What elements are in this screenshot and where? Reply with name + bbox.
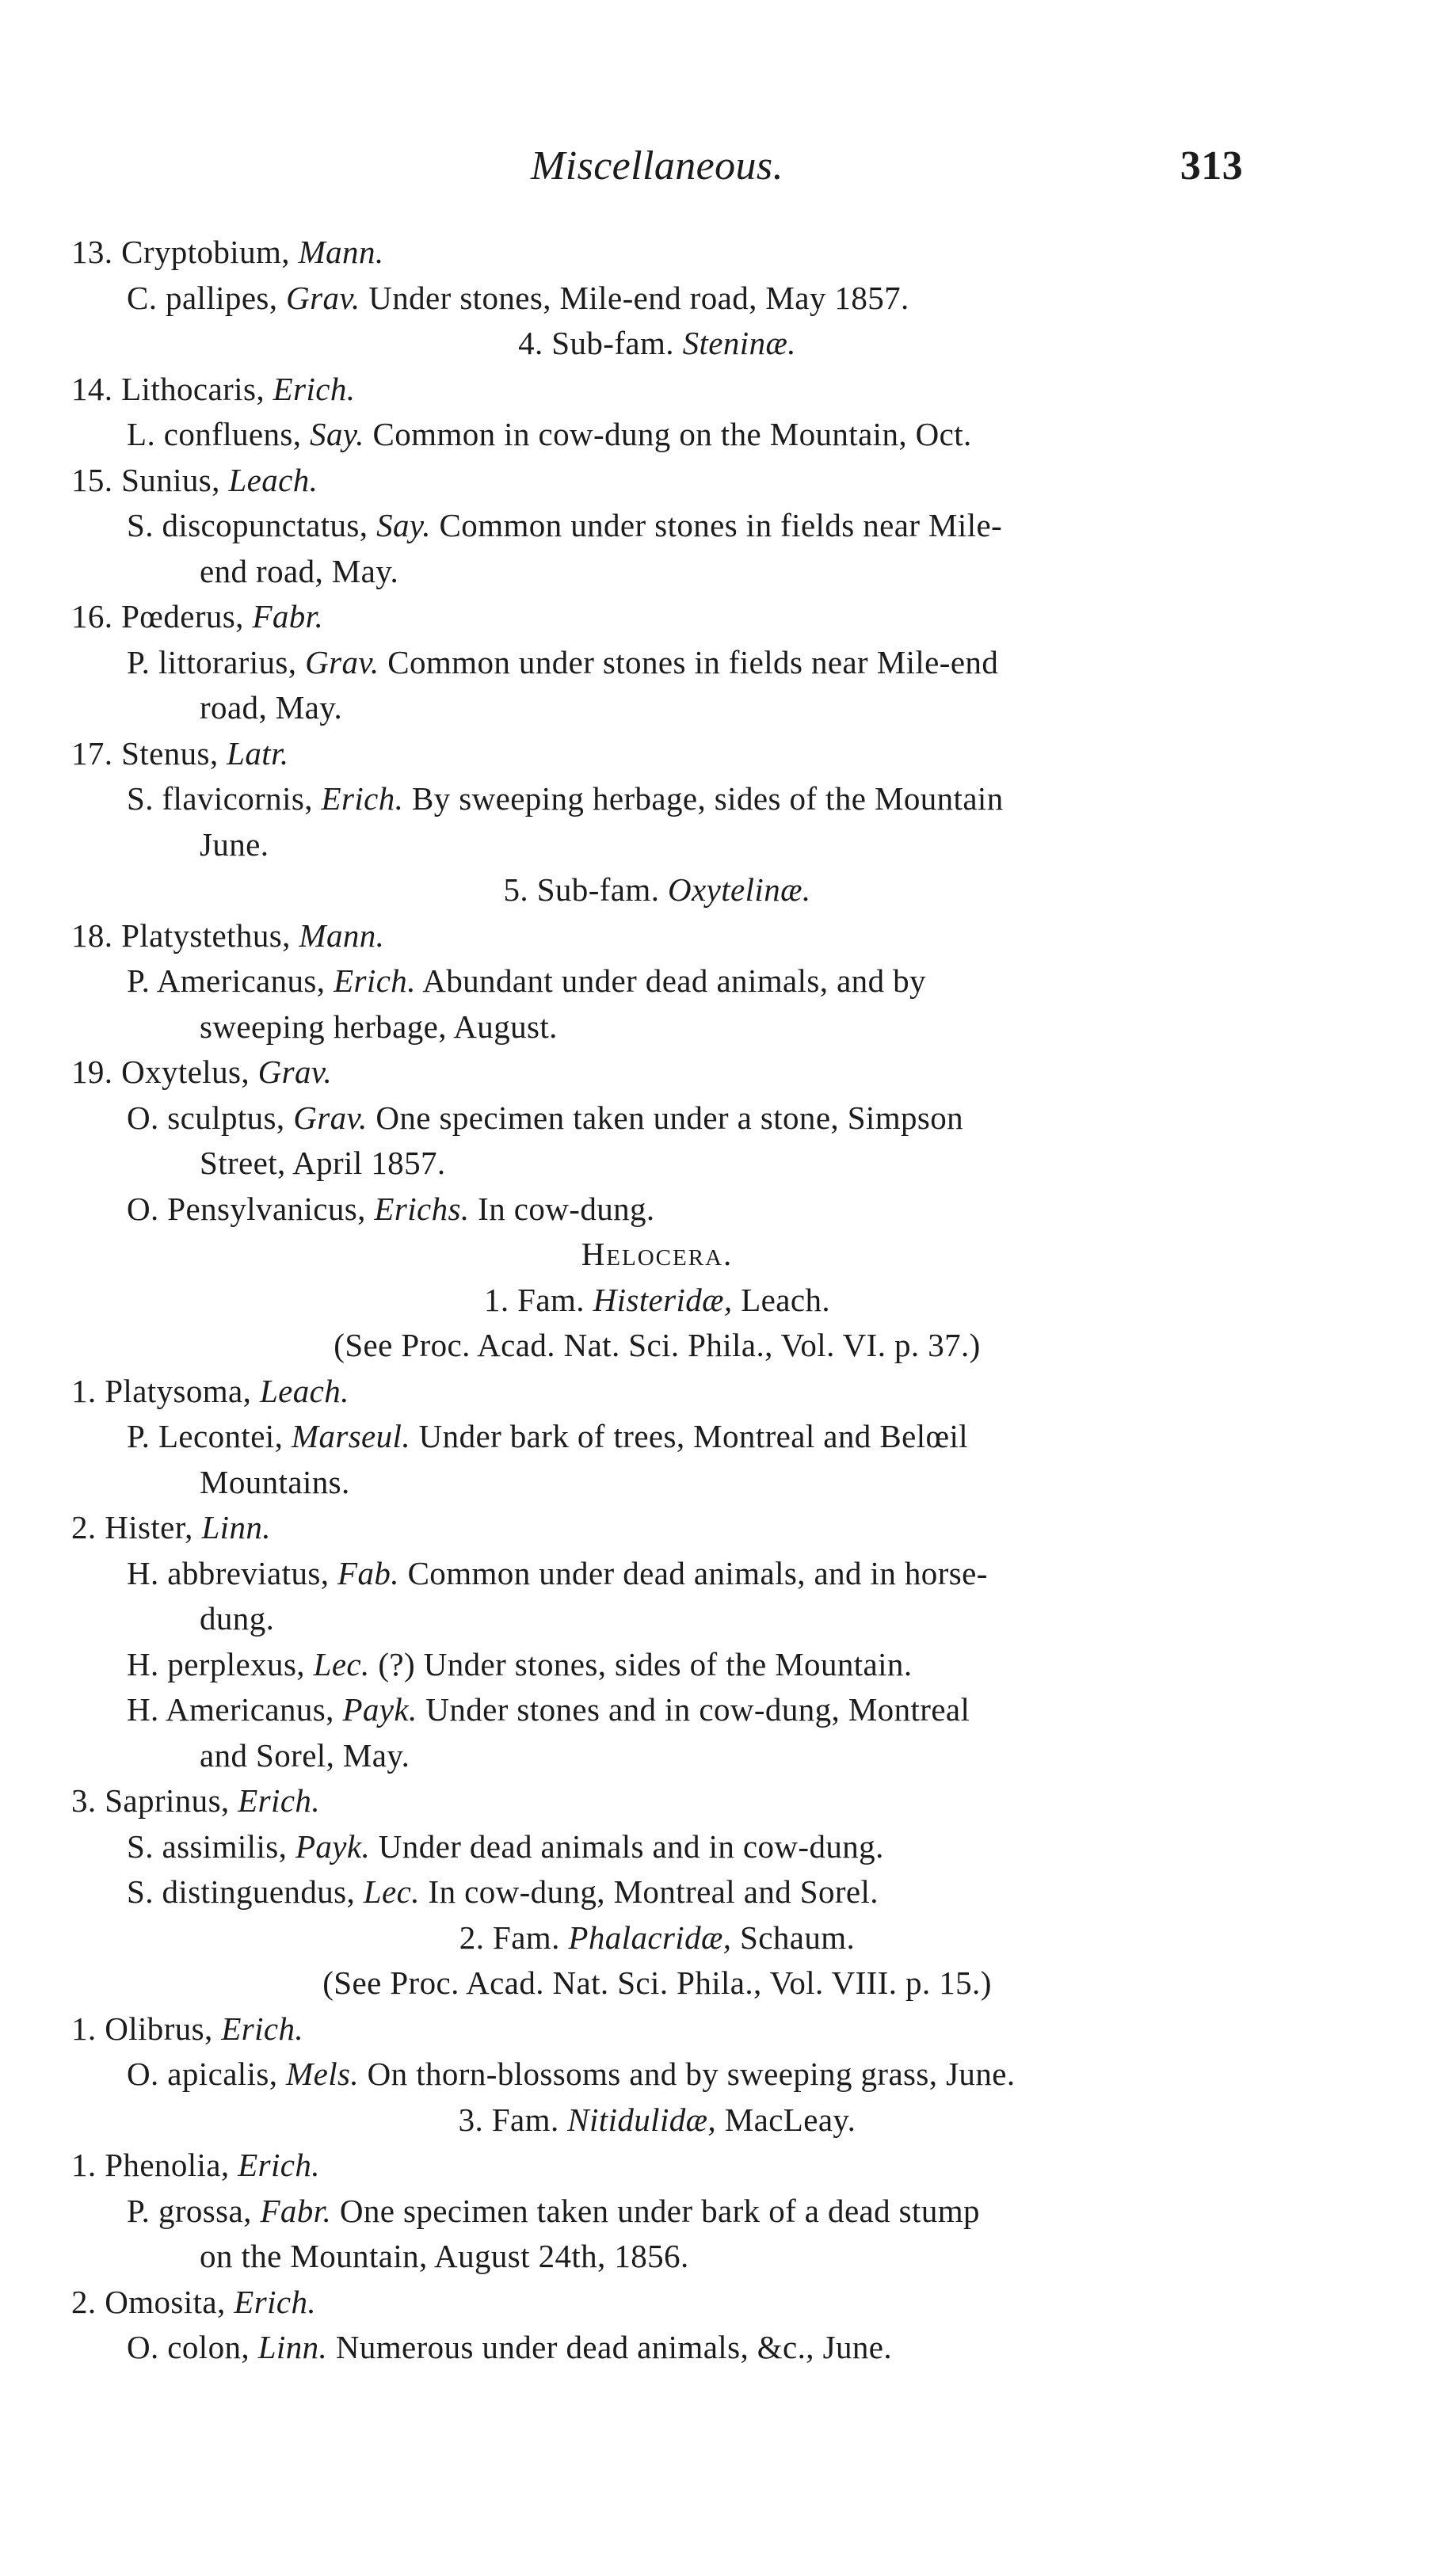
- running-title: Miscellaneous.: [531, 143, 783, 189]
- genus-entry: [71, 1778, 1243, 1824]
- species-name: P. grossa,: [127, 2192, 252, 2229]
- species-note: One specimen taken under a stone, Simpson: [375, 1099, 964, 1136]
- species-note: One specimen taken under bark of a dead stump: [339, 2192, 980, 2229]
- genus-number: 1.: [71, 2147, 97, 2183]
- species-name: O. Pensylvanicus,: [127, 1190, 366, 1227]
- genus-number: 15.: [71, 461, 113, 498]
- genus-entry: [71, 731, 1243, 777]
- species-name: O. sculptus,: [127, 1099, 285, 1136]
- family-name: Nitidulidæ,: [567, 2101, 717, 2138]
- species-name: H. Americanus,: [127, 1691, 334, 1728]
- genus-entry: [71, 367, 1243, 413]
- genus-name: Sunius,: [121, 461, 220, 498]
- continuation-line: [71, 1141, 1243, 1187]
- species-authority: Say.: [310, 416, 364, 452]
- genus-authority: Mann.: [298, 234, 384, 270]
- species-entry: [71, 1642, 1243, 1688]
- continuation-line: [71, 1596, 1243, 1642]
- genus-number: 1.: [71, 1372, 97, 1409]
- species-entry: [71, 412, 1243, 458]
- genus-entry: [71, 458, 1243, 504]
- species-note: Under bark of trees, Montreal and Belœil: [418, 1418, 969, 1454]
- species-entry: [71, 958, 1243, 1004]
- species-authority: Erich.: [334, 962, 416, 999]
- species-name: C. pallipes,: [127, 279, 278, 316]
- genus-name: Phenolia,: [105, 2147, 230, 2183]
- page-header: [71, 143, 1243, 222]
- species-entry: [71, 2325, 1243, 2371]
- genus-name: Saprinus,: [105, 1782, 230, 1819]
- genus-name: Platysoma,: [105, 1372, 252, 1409]
- genus-number: 19.: [71, 1054, 113, 1090]
- species-entry: [71, 1869, 1243, 1915]
- species-entry: [71, 1414, 1243, 1460]
- family-name: Histeridæ,: [593, 1281, 733, 1318]
- species-authority: Mels.: [286, 2056, 359, 2092]
- genus-authority: Latr.: [227, 734, 289, 772]
- continuation-text: dung.: [200, 1600, 275, 1637]
- species-authority: Marseul.: [291, 1418, 410, 1454]
- reference-text: (See Proc. Acad. Nat. Sci. Phila., Vol. VIII. p. 15.): [322, 1964, 992, 2001]
- species-entry: [71, 1824, 1243, 1870]
- genus-name: Platystethus,: [121, 916, 291, 954]
- continuation-line: [71, 2234, 1243, 2280]
- species-name: O. colon,: [127, 2329, 250, 2365]
- genus-authority: Fabr.: [252, 598, 324, 634]
- continuation-line: [71, 822, 1243, 868]
- subfamily-label: 5. Sub-fam.: [503, 871, 660, 908]
- continuation-text: June.: [200, 825, 269, 863]
- genus-number: 2.: [71, 2283, 97, 2320]
- species-name: S. assimilis,: [127, 1827, 288, 1865]
- species-authority: Linn.: [257, 2329, 328, 2365]
- genus-entry: [71, 594, 1243, 640]
- species-note: Common in cow-dung on the Mountain, Oct.: [372, 416, 972, 452]
- section-title: Helocera.: [581, 1236, 734, 1272]
- species-entry: [71, 1187, 1243, 1233]
- family-label: 1. Fam.: [483, 1281, 585, 1318]
- species-name: S. discopunctatus,: [127, 507, 368, 543]
- species-name: H. perplexus,: [127, 1645, 305, 1682]
- species-authority: Lec.: [313, 1645, 370, 1682]
- reference-line: [71, 1323, 1243, 1369]
- genus-name: Olibrus,: [105, 2010, 213, 2047]
- subfamily-name: Steninæ.: [682, 325, 796, 361]
- species-name: S. flavicornis,: [127, 780, 313, 817]
- species-entry: [71, 640, 1243, 686]
- continuation-line: [71, 685, 1243, 731]
- family-authority: MacLeay.: [724, 2101, 856, 2138]
- species-entry: [71, 503, 1243, 549]
- family-label: 2. Fam.: [459, 1919, 560, 1956]
- page-number: 313: [1180, 143, 1243, 189]
- genus-number: 13.: [71, 234, 113, 270]
- family-name: Phalacridæ,: [568, 1919, 732, 1956]
- genus-entry: [71, 1050, 1243, 1096]
- reference-line: [71, 1961, 1243, 2006]
- species-authority: Grav.: [293, 1099, 368, 1136]
- genus-name: Pœderus,: [121, 598, 244, 634]
- genus-number: 2.: [71, 1509, 97, 1545]
- species-authority: Payk.: [342, 1691, 417, 1728]
- continuation-line: [71, 1733, 1243, 1779]
- continuation-text: Mountains.: [200, 1463, 350, 1500]
- species-entry: [71, 1551, 1243, 1597]
- species-entry: [71, 2052, 1243, 2098]
- species-entry: [71, 2189, 1243, 2235]
- genus-name: Cryptobium,: [121, 234, 290, 270]
- genus-authority: Erich.: [234, 2283, 317, 2320]
- continuation-text: Street, April 1857.: [200, 1145, 446, 1181]
- species-note: Under dead animals and in cow-dung.: [378, 1827, 884, 1865]
- species-name: S. distinguendus,: [127, 1873, 356, 1910]
- genus-name: Oxytelus,: [121, 1054, 250, 1090]
- species-note: In cow-dung.: [478, 1190, 655, 1227]
- genus-name: Lithocaris,: [121, 370, 265, 407]
- species-note: (?) Under stones, sides of the Mountain.: [378, 1645, 913, 1682]
- genus-name: Stenus,: [121, 734, 219, 772]
- genus-authority: Erich.: [238, 2147, 320, 2183]
- species-authority: Grav.: [305, 643, 379, 680]
- species-note: On thorn-blossoms and by sweeping grass, June.: [367, 2056, 1016, 2092]
- species-note: In cow-dung, Montreal and Sorel.: [428, 1873, 879, 1910]
- species-authority: Say.: [376, 507, 431, 543]
- genus-authority: Erich.: [238, 1782, 320, 1819]
- family-heading: [71, 1278, 1243, 1324]
- genus-authority: Erich.: [273, 370, 356, 407]
- family-authority: Leach.: [741, 1281, 831, 1318]
- species-name: O. apicalis,: [127, 2056, 278, 2092]
- species-authority: Fabr.: [260, 2192, 332, 2229]
- family-label: 3. Fam.: [458, 2101, 559, 2138]
- species-authority: Fab.: [337, 1554, 399, 1591]
- species-entry: [71, 1096, 1243, 1141]
- subfamily-heading: [71, 867, 1243, 913]
- subfamily-label: 4. Sub-fam.: [518, 325, 674, 361]
- species-name: H. abbreviatus,: [127, 1554, 330, 1591]
- species-list: [71, 230, 1243, 2371]
- genus-number: 17.: [71, 734, 113, 772]
- species-authority: Grav.: [286, 279, 360, 316]
- genus-entry: [71, 2143, 1243, 2189]
- genus-authority: Leach.: [228, 461, 318, 498]
- species-note: Common under dead animals, and in horse-: [407, 1554, 988, 1591]
- genus-number: 18.: [71, 916, 113, 954]
- continuation-text: on the Mountain, August 24th, 1856.: [200, 2238, 689, 2274]
- species-note: Numerous under dead animals, &c., June.: [335, 2329, 892, 2365]
- species-authority: Payk.: [295, 1827, 371, 1865]
- species-authority: Lec.: [363, 1873, 420, 1910]
- genus-entry: [71, 230, 1243, 276]
- genus-authority: Mann.: [299, 916, 385, 954]
- species-name: L. confluens,: [127, 416, 302, 452]
- genus-number: 14.: [71, 370, 113, 407]
- genus-entry: [71, 913, 1243, 959]
- family-authority: Schaum.: [740, 1919, 856, 1956]
- species-authority: Erich.: [321, 780, 404, 817]
- section-heading: [71, 1232, 1243, 1278]
- species-note: Common under stones in fields near Mile-: [439, 507, 1003, 543]
- continuation-line: [71, 1460, 1243, 1506]
- continuation-text: road, May.: [200, 689, 343, 726]
- species-name: P. littorarius,: [127, 643, 297, 680]
- continuation-line: [71, 1004, 1243, 1050]
- family-heading: [71, 2098, 1243, 2143]
- genus-number: 16.: [71, 598, 113, 634]
- genus-name: Omosita,: [105, 2283, 226, 2320]
- genus-authority: Erich.: [221, 2010, 304, 2047]
- genus-authority: Grav.: [257, 1054, 333, 1090]
- genus-number: 1.: [71, 2010, 97, 2047]
- genus-authority: Linn.: [201, 1509, 271, 1545]
- species-entry: [71, 276, 1243, 322]
- genus-authority: Leach.: [259, 1372, 349, 1409]
- species-authority: Erichs.: [374, 1190, 470, 1227]
- family-heading: [71, 1915, 1243, 1961]
- species-entry: [71, 1687, 1243, 1733]
- continuation-text: and Sorel, May.: [200, 1736, 410, 1774]
- genus-entry: [71, 1369, 1243, 1415]
- continuation-line: [71, 549, 1243, 595]
- species-name: P. Americanus,: [127, 962, 326, 999]
- genus-entry: [71, 2006, 1243, 2052]
- species-note: By sweeping herbage, sides of the Mountain: [411, 780, 1004, 817]
- reference-text: (See Proc. Acad. Nat. Sci. Phila., Vol. VI. p. 37.): [334, 1327, 981, 1363]
- genus-number: 3.: [71, 1782, 97, 1819]
- species-entry: [71, 776, 1243, 822]
- species-note: Under stones and in cow-dung, Montreal: [425, 1691, 970, 1728]
- continuation-text: end road, May.: [200, 552, 399, 589]
- species-note: Abundant under dead animals, and by: [422, 962, 926, 999]
- genus-name: Hister,: [105, 1509, 193, 1545]
- genus-entry: [71, 2280, 1243, 2326]
- species-note: Under stones, Mile-end road, May 1857.: [368, 279, 909, 316]
- continuation-text: sweeping herbage, August.: [200, 1008, 558, 1045]
- genus-entry: [71, 1505, 1243, 1551]
- subfamily-heading: [71, 321, 1243, 367]
- species-note: Common under stones in fields near Mile-end: [387, 643, 999, 680]
- subfamily-name: Oxytelinæ.: [668, 871, 811, 908]
- species-name: P. Lecontei,: [127, 1418, 284, 1454]
